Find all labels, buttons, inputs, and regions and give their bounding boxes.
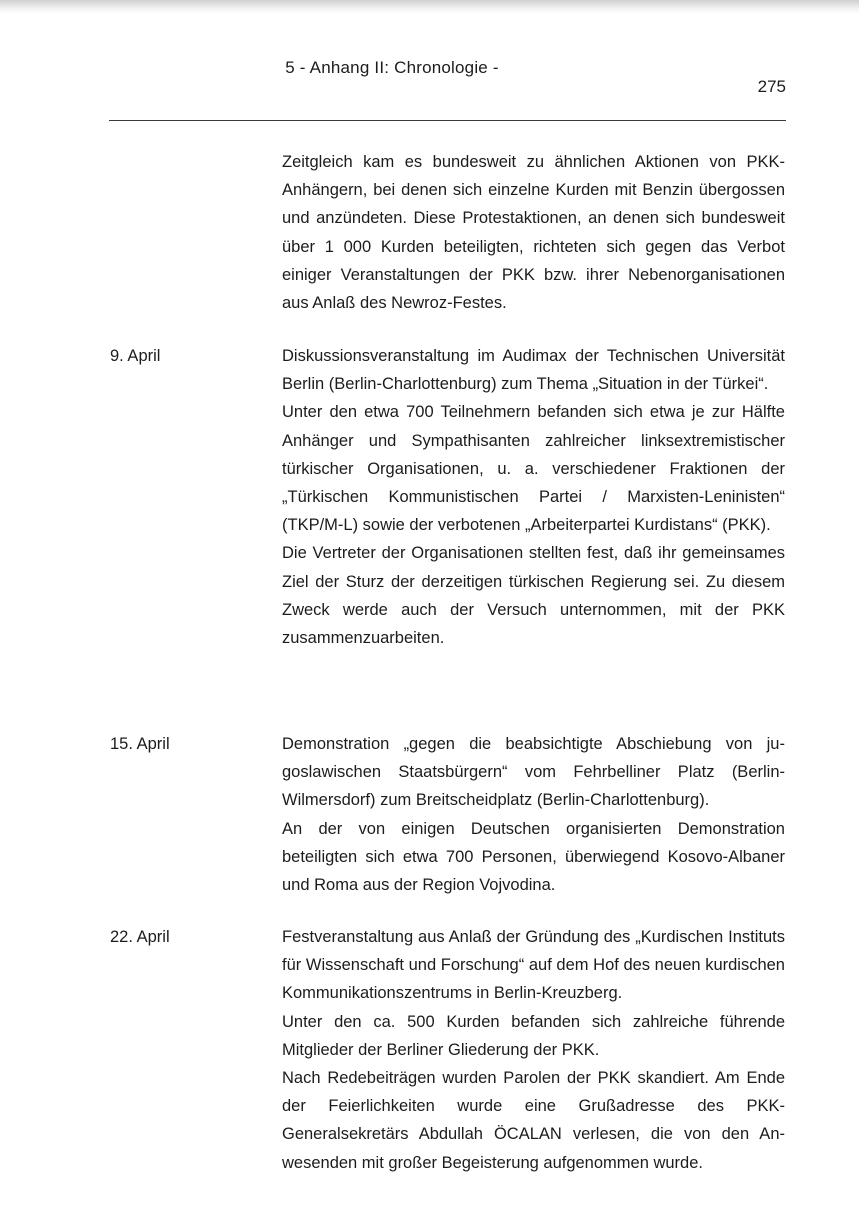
entry-body-22-april [282,923,785,1177]
entry-date-9-april: 9. April [110,347,161,365]
entry-paragraph: Demonstration „gegen die beabsichtigte Abschiebung von jugoslawischen Staatsbürgern“ vom Fehrbelliner Platz (Berlin-Wilmersdorf) zum Breitscheidplatz (Berlin-Charlottenburg). [282,735,785,810]
entry-paragraph: An der von einigen Deutschen organisierten Demonstration beteiligten sich etwa 700 Personen, überwiegend Kosovo-Albaner und Roma aus der Region Vojvodina. [282,819,785,895]
header-divider [109,120,786,121]
intro-text: Zeitgleich kam es bundesweit zu ähnlichen Aktionen von PKK-Anhängern, bei denen sich einzelne Kurden mit Benzin übergossen und anzündeten. Diese Protestaktionen, an denen sich bundesweit über 1 000 Kurden beteiligten, richteten sich gegen das Verbot einiger Veranstaltungen der PKK bzw. ihrer Nebenorganisationen aus Anlaß des Newroz-Festes. [282,153,785,313]
page-number: 275 [757,77,786,96]
scan-edge-shadow [0,0,859,14]
entry-body-15-april [282,730,785,899]
entry-date-15-april: 15. April [110,735,170,753]
intro-paragraph [282,148,785,317]
entry-paragraph: Diskussionsveranstaltung im Audimax der Technischen Universität Berlin (Berlin-Charlottenburg) zum Thema „Situation in der Türkei“. [282,347,785,394]
entry-paragraph: Festveranstaltung aus Anlaß der Gründung des „Kurdischen Instituts für Wissenschaft und Forschung“ auf dem Hof des neuen kurdischen Kommunikationszentrums in Berlin-Kreuzberg. [282,928,785,1003]
entry-paragraph: Nach Redebeiträgen wurden Parolen der PKK skandiert. Am Ende der Feierlichkeiten wurde eine Grußadresse des PKK-Generalsekretärs Abdullah ÖCALAN verlesen, die von den Anwesenden mit großer Begeisterung aufgenommen wurde. [282,1069,785,1172]
running-header-title: 5 - Anhang II: Chronologie - [285,58,499,77]
entry-paragraph: Unter den ca. 500 Kurden befanden sich zahlreiche führende Mitglieder der Berliner Gliederung der PKK. [282,1012,785,1059]
entry-paragraph: Die Vertreter der Organisationen stellten fest, daß ihr gemeinsames Ziel der Sturz der derzeitigen türkischen Regierung sei. Zu diesem Zweck werde auch der Versuch unternommen, mit der PKK zusammenzuarbeiten. [282,544,785,648]
entry-body-9-april [282,342,785,652]
entry-date-22-april: 22. April [110,928,170,946]
entry-paragraph: Unter den etwa 700 Teilnehmern befanden sich etwa je zur Hälfte Anhänger und Sympathisanten zahlreicher linksextremistischer türkischer Organisationen, u. a. verschiedener Fraktionen der „Türkischen Kommunistischen Partei / Marxisten-Leninisten“ (TKP/M-L) sowie der verbotenen „Arbeiterpartei Kurdistans“ (PKK). [282,403,785,535]
